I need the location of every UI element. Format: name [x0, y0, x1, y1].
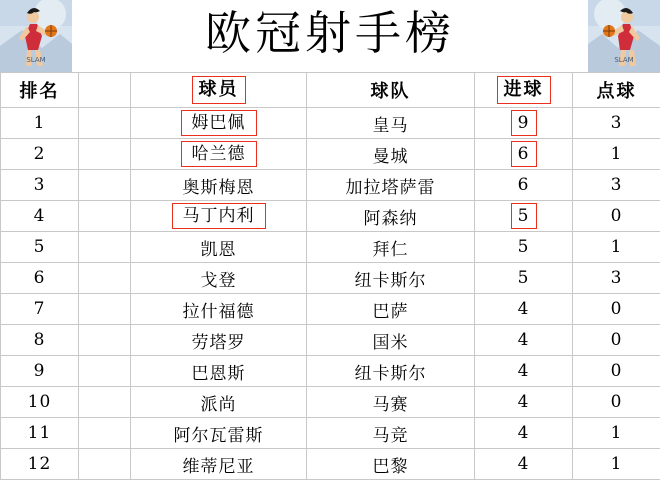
- table-row: [1, 170, 660, 201]
- cell-rank: 2: [1, 139, 79, 170]
- cell-penalties: 0: [573, 356, 660, 387]
- table-header-row: [1, 73, 660, 108]
- cell-rank: 9: [1, 356, 79, 387]
- goals-highlight: 6: [511, 141, 537, 167]
- table-row: [1, 139, 660, 170]
- cell-team: 加拉塔萨雷: [307, 170, 475, 201]
- player-name-highlight: 马丁内利: [172, 203, 266, 229]
- table-row: [1, 356, 660, 387]
- cell-rank: 12: [1, 449, 79, 480]
- table-row: [1, 387, 660, 418]
- cell-rank: 11: [1, 418, 79, 449]
- cell-rank: 6: [1, 263, 79, 294]
- cell-rank: 5: [1, 232, 79, 263]
- cell-player: 拉什福德: [131, 294, 307, 325]
- table-row: [1, 263, 660, 294]
- cell-goals: 4: [475, 418, 573, 449]
- cell-spacer: [79, 108, 131, 139]
- cell-penalties: 0: [573, 294, 660, 325]
- column-header-goals: [475, 73, 573, 108]
- cell-goals: 4: [475, 449, 573, 480]
- cell-spacer: [79, 139, 131, 170]
- cell-goals: 4: [475, 294, 573, 325]
- cell-team: 马竞: [307, 418, 475, 449]
- svg-text:SLAM: SLAM: [614, 56, 633, 64]
- basketball-player-logo-left: [0, 0, 72, 72]
- cell-player: 维蒂尼亚: [131, 449, 307, 480]
- player-name-highlight: 姆巴佩: [181, 110, 257, 136]
- cell-team: 阿森纳: [307, 201, 475, 232]
- cell-rank: 4: [1, 201, 79, 232]
- column-header-player: [131, 73, 307, 108]
- cell-spacer: [79, 170, 131, 201]
- cell-goals: [475, 108, 573, 139]
- cell-team: 巴萨: [307, 294, 475, 325]
- table-body: [1, 108, 660, 480]
- cell-spacer: [79, 201, 131, 232]
- cell-goals: [475, 201, 573, 232]
- column-header-penalties: 点球: [573, 73, 660, 108]
- basketball-player-logo-right: [588, 0, 660, 72]
- page-title: 欧冠射手榜: [205, 10, 455, 62]
- cell-team: 曼城: [307, 139, 475, 170]
- column-header-team: 球队: [307, 73, 475, 108]
- column-header-goals-label: 进球: [497, 76, 551, 104]
- cell-goals: 5: [475, 232, 573, 263]
- cell-rank: 8: [1, 325, 79, 356]
- table-row: [1, 108, 660, 139]
- cell-player: [131, 201, 307, 232]
- goals-highlight: 9: [511, 110, 537, 136]
- cell-team: 巴黎: [307, 449, 475, 480]
- column-header-player-label: 球员: [192, 76, 246, 104]
- cell-goals: [475, 139, 573, 170]
- cell-goals: 4: [475, 325, 573, 356]
- cell-spacer: [79, 418, 131, 449]
- cell-player: [131, 108, 307, 139]
- cell-penalties: 3: [573, 108, 660, 139]
- cell-player: [131, 139, 307, 170]
- cell-penalties: 1: [573, 232, 660, 263]
- cell-penalties: 1: [573, 449, 660, 480]
- cell-rank: 1: [1, 108, 79, 139]
- cell-spacer: [79, 232, 131, 263]
- cell-rank: 10: [1, 387, 79, 418]
- column-header-spacer: [79, 73, 131, 108]
- table-row: [1, 294, 660, 325]
- cell-penalties: 1: [573, 418, 660, 449]
- table-row: [1, 325, 660, 356]
- cell-team: 纽卡斯尔: [307, 263, 475, 294]
- cell-player: 劳塔罗: [131, 325, 307, 356]
- cell-spacer: [79, 387, 131, 418]
- table-row: [1, 418, 660, 449]
- cell-penalties: 3: [573, 263, 660, 294]
- cell-rank: 3: [1, 170, 79, 201]
- cell-penalties: 0: [573, 325, 660, 356]
- cell-goals: 6: [475, 170, 573, 201]
- svg-text:SLAM: SLAM: [26, 56, 45, 64]
- cell-goals: 4: [475, 387, 573, 418]
- cell-player: 派尚: [131, 387, 307, 418]
- cell-team: 国米: [307, 325, 475, 356]
- cell-player: 戈登: [131, 263, 307, 294]
- table-row: [1, 449, 660, 480]
- cell-rank: 7: [1, 294, 79, 325]
- cell-spacer: [79, 294, 131, 325]
- cell-team: 皇马: [307, 108, 475, 139]
- cell-spacer: [79, 449, 131, 480]
- cell-spacer: [79, 325, 131, 356]
- cell-penalties: 3: [573, 170, 660, 201]
- cell-penalties: 0: [573, 387, 660, 418]
- cell-spacer: [79, 263, 131, 294]
- cell-team: 纽卡斯尔: [307, 356, 475, 387]
- player-name-highlight: 哈兰德: [181, 141, 257, 167]
- cell-spacer: [79, 356, 131, 387]
- cell-goals: 5: [475, 263, 573, 294]
- page-header: [0, 0, 660, 72]
- scorers-table: [0, 72, 660, 480]
- cell-penalties: 0: [573, 201, 660, 232]
- cell-player: 巴恩斯: [131, 356, 307, 387]
- cell-player: 阿尔瓦雷斯: [131, 418, 307, 449]
- cell-player: 奥斯梅恩: [131, 170, 307, 201]
- table-row: [1, 201, 660, 232]
- cell-player: 凯恩: [131, 232, 307, 263]
- cell-goals: 4: [475, 356, 573, 387]
- cell-team: 马赛: [307, 387, 475, 418]
- cell-team: 拜仁: [307, 232, 475, 263]
- goals-highlight: 5: [511, 203, 537, 229]
- table-row: [1, 232, 660, 263]
- cell-penalties: 1: [573, 139, 660, 170]
- column-header-rank: 排名: [1, 73, 79, 108]
